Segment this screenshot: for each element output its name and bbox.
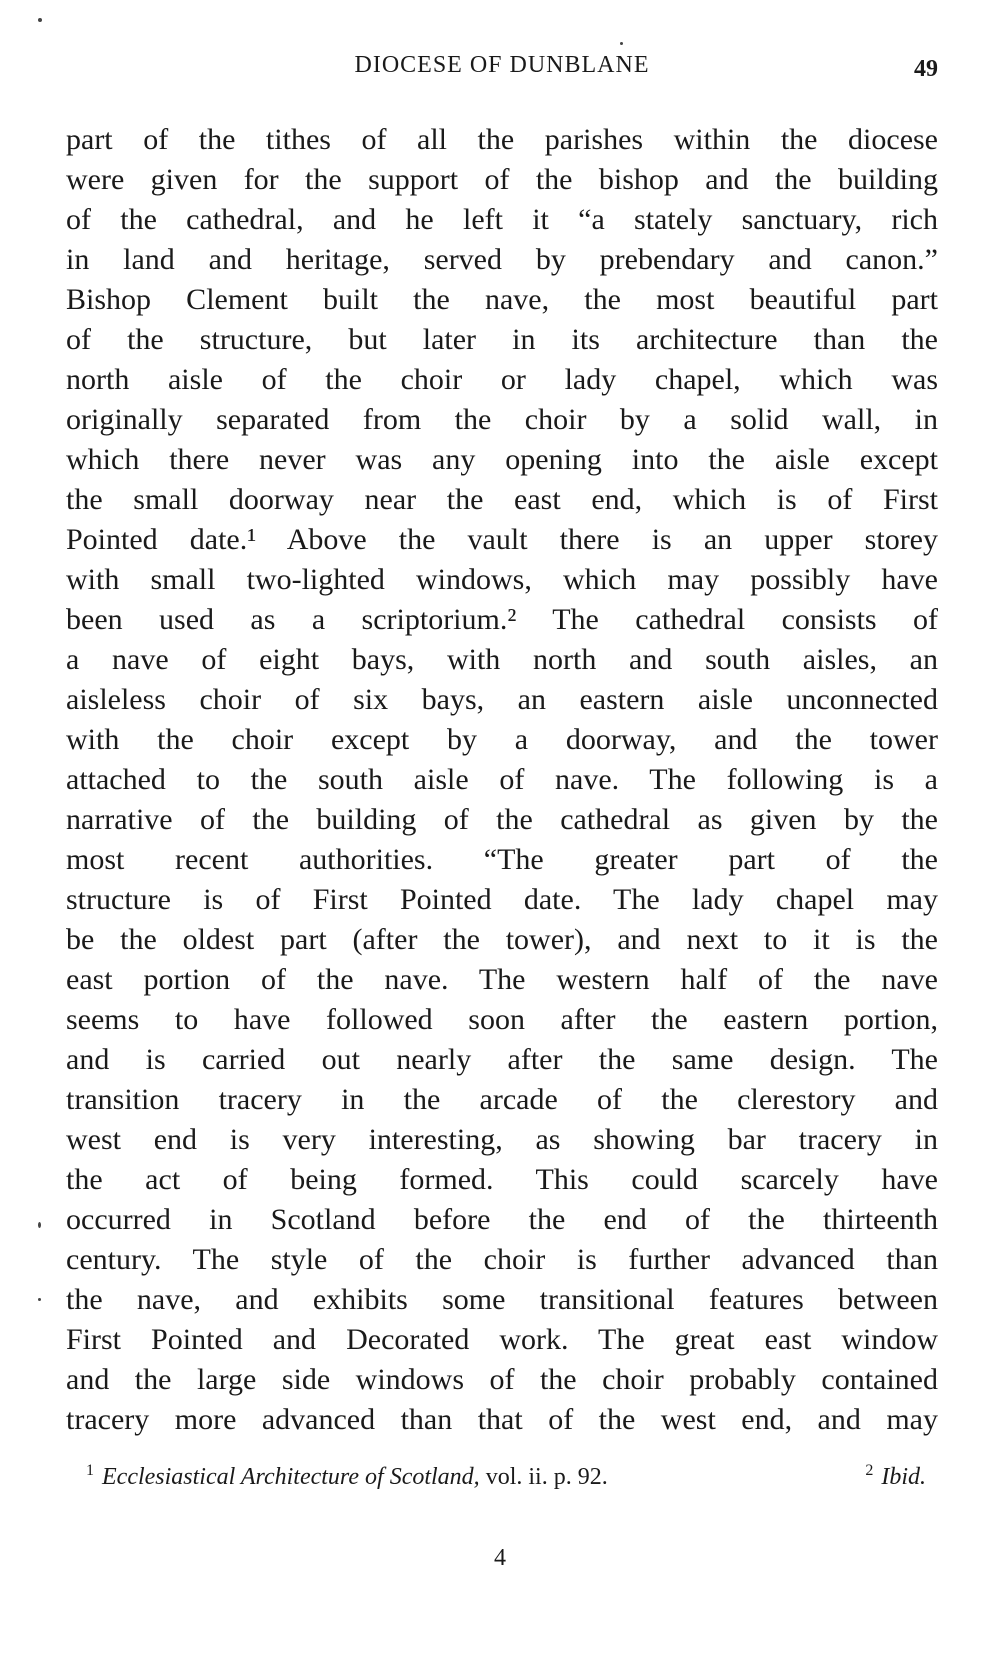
print-speck	[38, 18, 42, 22]
text-line: the small doorway near the east end, which is of First	[66, 483, 938, 516]
text-line: of the cathedral, and he left it “a stately sanctuary, rich	[66, 203, 938, 236]
footnote-2-text: Ibid.	[881, 1464, 926, 1490]
text-line: with the choir except by a doorway, and the tower	[66, 723, 938, 756]
page-number: 49	[914, 56, 938, 82]
text-line: east portion of the nave. The western half of the nave	[66, 963, 938, 996]
footnote-1-mark: 1	[86, 1462, 94, 1479]
footnote-2	[865, 1462, 926, 1491]
text-line: transition tracery in the arcade of the clerestory and	[66, 1083, 938, 1116]
text-line: aisleless choir of six bays, an eastern aisle unconnected	[66, 683, 938, 716]
text-line: be the oldest part (after the tower), and next to it is the	[66, 923, 938, 956]
text-line: which there never was any opening into the aisle except	[66, 443, 938, 476]
text-line: been used as a scriptorium.² The cathedral consists of	[66, 603, 938, 636]
text-line: with small two-lighted windows, which may possibly have	[66, 563, 938, 596]
text-line: century. The style of the choir is further advanced than	[66, 1243, 938, 1276]
page-header	[66, 52, 938, 92]
text-line: seems to have followed soon after the eastern portion,	[66, 1003, 938, 1036]
signature-mark: 4	[494, 1545, 506, 1571]
print-speck	[38, 1222, 41, 1228]
text-line: occurred in Scotland before the end of the thirteenth	[66, 1203, 938, 1236]
running-title: DIOCESE OF DUNBLANE	[354, 52, 650, 78]
print-speck	[38, 1298, 41, 1301]
text-line: originally separated from the choir by a solid wall, in	[66, 403, 938, 436]
text-line: and the large side windows of the choir probably contained	[66, 1363, 938, 1396]
text-line: Pointed date.¹ Above the vault there is an upper storey	[66, 523, 938, 556]
text-line: the nave, and exhibits some transitional features between	[66, 1283, 938, 1316]
text-line: First Pointed and Decorated work. The great east window	[66, 1323, 938, 1356]
text-line: tracery more advanced than that of the west end, and may	[66, 1403, 938, 1436]
footnote-1-ref: vol. ii. p. 92.	[479, 1464, 608, 1490]
text-line: part of the tithes of all the parishes within the diocese	[66, 123, 938, 156]
text-line: the act of being formed. This could scarcely have	[66, 1163, 938, 1196]
text-line: west end is very interesting, as showing bar tracery in	[66, 1123, 938, 1156]
body-text	[66, 120, 938, 1440]
text-line: north aisle of the choir or lady chapel, which was	[66, 363, 938, 396]
footnote-1-title: Ecclesiastical Architecture of Scotland,	[102, 1464, 480, 1490]
print-speck	[620, 42, 623, 45]
text-line: were given for the support of the bishop and the building	[66, 163, 938, 196]
text-line: attached to the south aisle of nave. The following is a	[66, 763, 938, 796]
text-line: Bishop Clement built the nave, the most beautiful part	[66, 283, 938, 316]
text-line: structure is of First Pointed date. The lady chapel may	[66, 883, 938, 916]
footnote-1	[86, 1462, 608, 1491]
text-line: of the structure, but later in its architecture than the	[66, 323, 938, 356]
footnote-2-mark: 2	[865, 1462, 874, 1479]
text-line: in land and heritage, served by prebendary and canon.”	[66, 243, 938, 276]
text-line: a nave of eight bays, with north and south aisles, an	[66, 643, 938, 676]
text-line: most recent authorities. “The greater part of the	[66, 843, 938, 876]
text-line: narrative of the building of the cathedral as given by the	[66, 803, 938, 836]
footnotes	[66, 1462, 938, 1502]
text-line: and is carried out nearly after the same design. The	[66, 1043, 938, 1076]
